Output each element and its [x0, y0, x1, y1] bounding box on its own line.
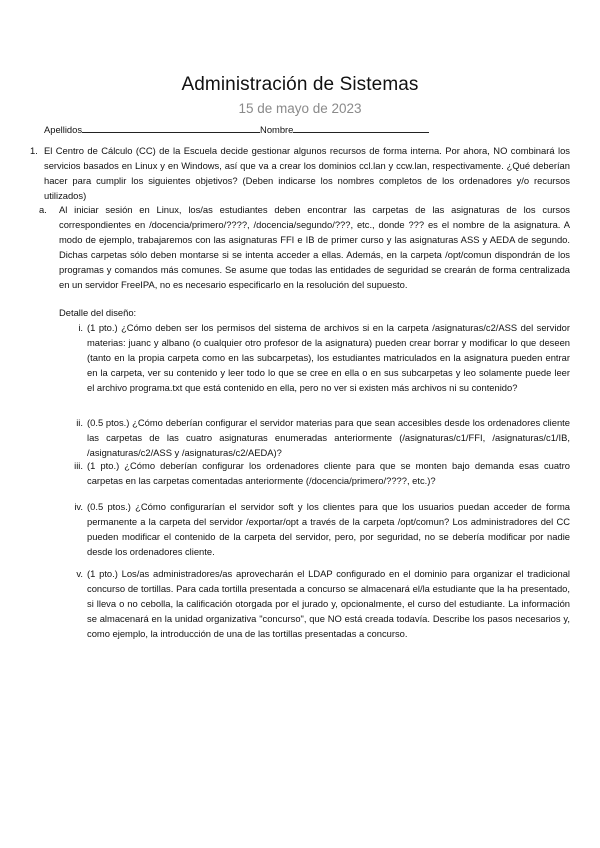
list-item — [59, 458, 570, 488]
item-number: i. — [78, 322, 83, 333]
part-text: Al iniciar sesión en Linux, los/as estudiantes deben encontrar las carpetas de las asignaturas de los cursos correspondientes en /docencia/primero/????, /docencia/segundo/???, etc., donde ??? es el nombre de la asignatura. A modo de ejemplo, trabajaremos con las asignaturas FFI e IB de primer curso y las asignaturas ASS y AEDA de segundo. Dichas carpetas sólo deben montarse si se intenta acceder a ellas. Además, en la carpeta /opt/comun dispondrán de los programas y comandos más comunes. Se asume que todas las entidades de seguridad se crearán de forma centralizada en un servidor FreeIPA, no es necesario especificarlo en la resolución del supuesto. — [59, 204, 570, 291]
item-number: v. — [76, 568, 83, 579]
name-line — [293, 123, 429, 133]
question-1 — [30, 143, 570, 203]
item-text: (1 pto.) ¿Cómo deberían configurar los ordenadores cliente para que se monten bajo demanda esas cuatro carpetas en las carpetas comentadas anteriormente (/docencia/primero/????, etc.)? — [87, 460, 570, 487]
question-part-a — [39, 202, 570, 293]
item-text: (0.5 ptos.) ¿Cómo configurarían el servidor soft y los clientes para que los usuarios puedan acceder de forma permanente a la carpeta del servidor /exportar/opt a través de la carpeta /opt/comun? Los administradores del CC pueden modificar el contenido de la carpeta del servidor, pero, por seguridad, no se debería modificar por nadie desde los ordenadores cliente. — [87, 501, 570, 558]
list-item — [59, 320, 570, 395]
question-number: 1. — [30, 145, 38, 156]
part-letter: a. — [39, 204, 47, 215]
document-title: Administración de Sistemas — [181, 74, 419, 95]
list-item — [59, 499, 570, 559]
item-text: (1 pto.) Los/as administradores/as aprovecharán el LDAP configurado en el dominio para organizar el tradicional concurso de tortillas. Para cada tortilla presentada a concurso se almacenará el/la estudiante que la ha presentado, si lleva o no cebolla, la calificación otorgada por el jurado y, opcionalmente, el curso del estudiante. La información se almacenará en la unidad organizativa "concurso", que NO está creada todavía. Describe los pasos necesarios y, como ejemplo, la introducción de una de las tortillas presentadas a concurso. — [87, 568, 570, 640]
question-text: El Centro de Cálculo (CC) de la Escuela decide gestionar algunos recursos de forma interna. Por ahora, NO combinará los servicios basados en Linux y en Windows, así que va a crear los dominios ccl.lan y ccw.lan, respectivamente. ¿Qué deberían hacer para cumplir los siguientes objetivos? (Deben indicarse los nombres completos de los ordenadores y/o recursos utilizados) — [44, 145, 570, 202]
detail-heading: Detalle del diseño: — [59, 307, 137, 318]
item-number: iv. — [74, 501, 83, 512]
item-number: iii. — [74, 460, 83, 471]
list-item — [59, 566, 570, 641]
item-number: ii. — [76, 417, 83, 428]
document-date: 15 de mayo de 2023 — [238, 101, 362, 116]
surname-label: Apellidos — [44, 124, 83, 135]
name-label: Nombre — [260, 124, 294, 135]
surname-line — [82, 123, 260, 133]
item-text: (1 pto.) ¿Cómo deben ser los permisos del sistema de archivos si en la carpeta /asignaturas/c2/ASS del servidor materias: juanc y albano (o cualquier otro profesor de la asignatura) pueden crear borrar y modificar lo que deseen (tanto en la propia carpeta como en las subcarpetas), los estudiantes matriculados en la asignatura pueden entrar en la carpeta, ver su contenido y leer todo lo que se cree en ella o en sus subcarpetas y leo solamente puede leer el archivo programa.txt que está contenido en ella, pero no ver si existen más archivos ni su contenido? — [87, 322, 570, 394]
student-fields — [44, 123, 429, 135]
list-item — [59, 415, 570, 460]
item-text: (0.5 ptos.) ¿Cómo deberían configurar el servidor materias para que sean accesibles desde los ordenadores cliente las carpetas de las cuatro asignaturas enumeradas anteriormente (/asignaturas/c1/FFI, /asignaturas/c1/IB, /asignaturas/c2/ASS y /asignaturas/c2/AEDA)? — [87, 417, 570, 459]
